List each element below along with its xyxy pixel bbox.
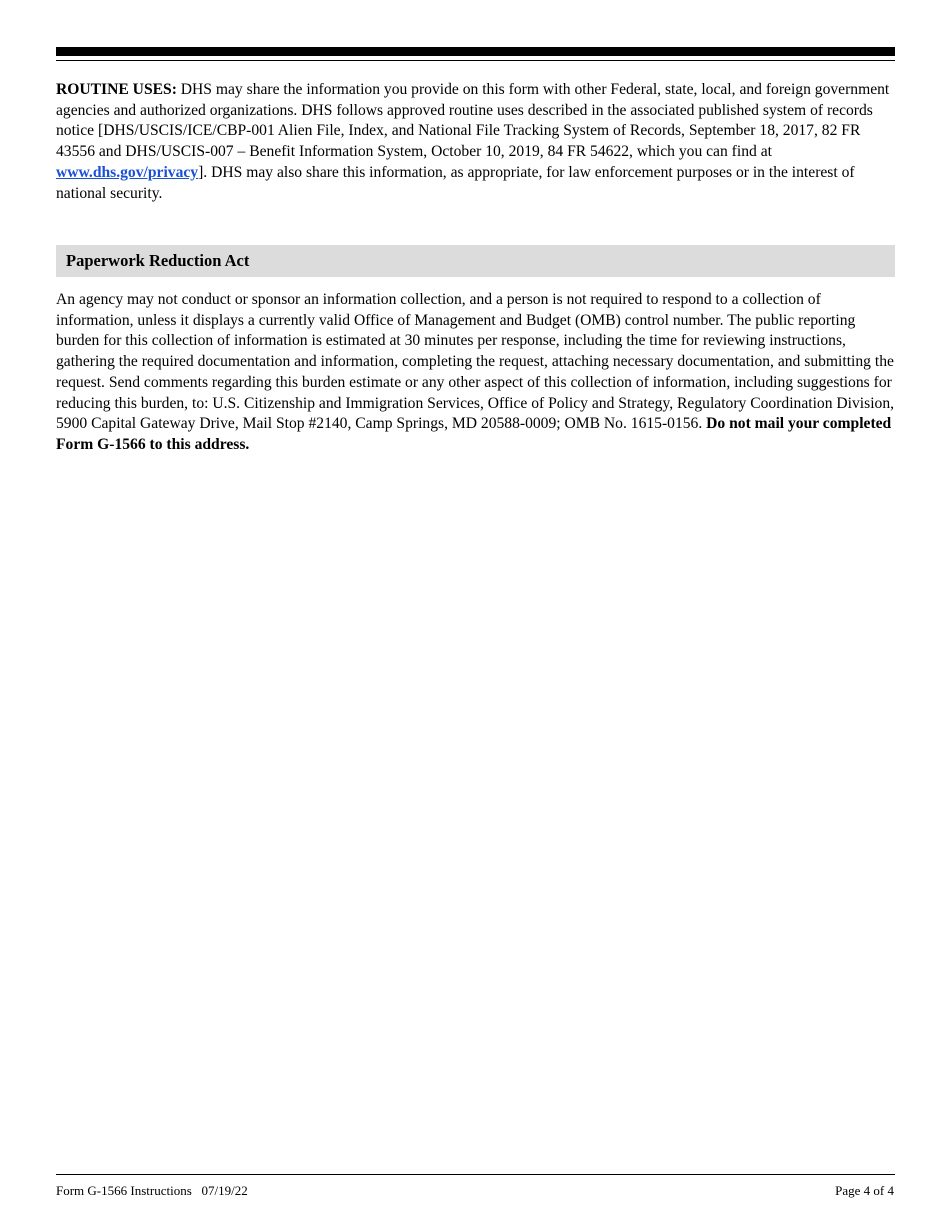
top-rule-thin — [56, 60, 895, 61]
footer-page-number: Page 4 of 4 — [835, 1183, 894, 1198]
paperwork-section-header: Paperwork Reduction Act — [56, 245, 895, 277]
routine-uses-text-1: DHS may share the information you provide on this form with other Federal, state, local, and foreign government agencies and authorized organizations. DHS follows approved routine uses described in the associated published system of records notice [DHS/USCIS/ICE/CBP-001 Alien File, Index, and National File Tracking System of Records, September 18, 2017, 82 FR 43556 and DHS/USCIS-007 – Benefit Information System, October 10, 2019, 84 FR 54622, which you can find at — [56, 81, 890, 161]
top-rule-thick — [56, 47, 895, 56]
paperwork-bold-note: Do not mail your completed Form G-1566 to this address. — [56, 415, 892, 453]
routine-uses-heading: ROUTINE USES: — [56, 81, 177, 98]
routine-uses-text-2: ]. DHS may also share this information, as appropriate, for law enforcement purposes or in the interest of national security. — [56, 163, 855, 202]
paperwork-text: An agency may not conduct or sponsor an information collection, and a person is not required to respond to a collection of information, unless it displays a currently valid Office of Management and Budget (OMB) control number. The public reporting burden for this collection of information is estimated at 30 minutes per response, including the time for reviewing instructions, gathering the required documentation and information, completing the request, attaching necessary documentation, and submitting the request. Send comments regarding this burden estimate or any other aspect of this collection of information, including suggestions for reducing this burden, to: U.S. Citizenship and Immigration Services, Office of Policy and Strategy, Regulatory Coordination Division, 5900 Capital Gateway Drive, Mail Stop #2140, Camp Springs, MD 20588-0009; OMB No. 1615-0156. — [56, 291, 895, 433]
routine-uses-paragraph — [56, 80, 896, 204]
paperwork-paragraph — [56, 290, 896, 456]
dhs-privacy-link[interactable]: www.dhs.gov/privacy — [56, 163, 199, 181]
footer-form-id: Form G-1566 Instructions 07/19/22 — [56, 1183, 248, 1198]
footer-rule — [56, 1174, 895, 1175]
